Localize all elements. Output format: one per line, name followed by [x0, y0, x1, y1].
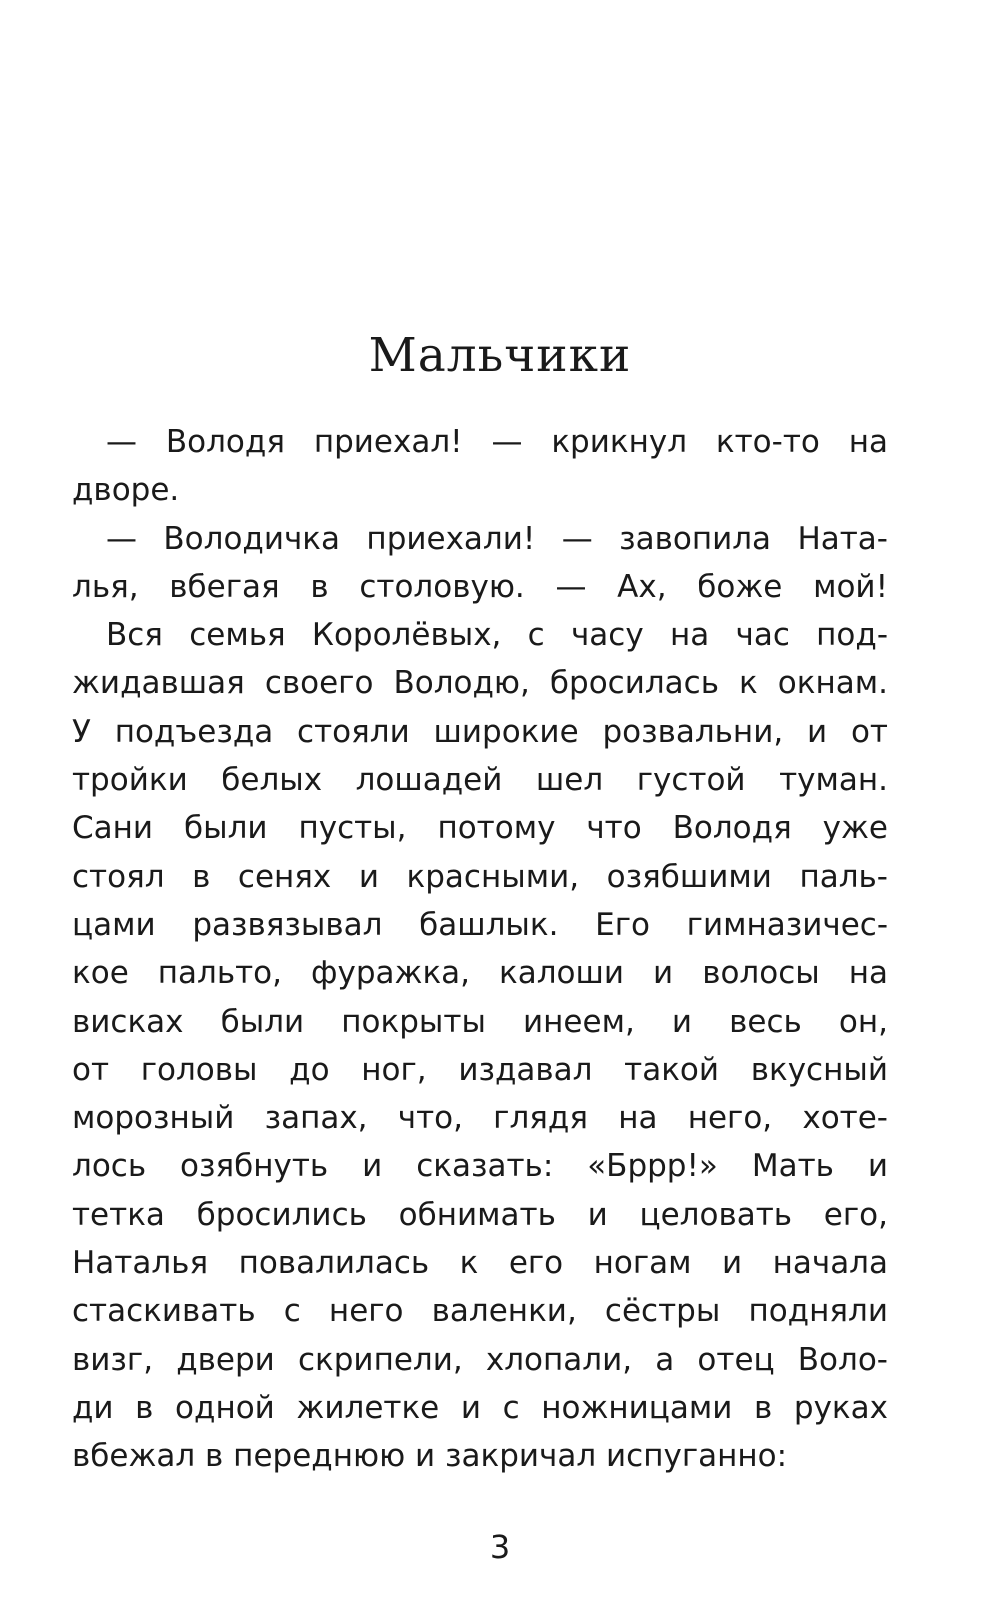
text-line: У подъезда стояли широкие розвальни, и от — [72, 713, 888, 750]
text-line: Вся семья Королёвых, с часу на час под- — [106, 617, 888, 654]
text-line: морозный запах, что, глядя на него, хоте- — [72, 1100, 888, 1137]
body-text — [72, 418, 888, 1481]
chapter-title: Мальчики — [368, 328, 632, 383]
text-line: цами развязывал башлык. Его гимназичес- — [72, 906, 888, 943]
text-line: жидавшая своего Володю, бросилась к окнам. — [72, 665, 888, 702]
text-line: Наталья повалилась к его ногам и начала — [72, 1245, 888, 1282]
text-line: дворе. — [72, 472, 180, 509]
text-line: тетка бросились обнимать и целовать его, — [72, 1196, 888, 1233]
text-line: вбежал в переднюю и закричал испуганно: — [72, 1438, 788, 1475]
text-line: стаскивать с него валенки, сёстры подняли — [72, 1293, 888, 1330]
text-line: ди в одной жилетке и с ножницами в руках — [72, 1389, 888, 1426]
text-line: — Володичка приехали! — завопила Ната- — [106, 520, 888, 557]
text-line: кое пальто, фуражка, калоши и волосы на — [72, 955, 888, 992]
page-number: 3 — [489, 1528, 511, 1566]
text-line: от головы до ног, издавал такой вкусный — [72, 1051, 888, 1088]
text-line: тройки белых лошадей шел густой туман. — [72, 762, 888, 799]
text-line: — Володя приехал! — крикнул кто-то на — [106, 424, 888, 460]
text-line: Сани были пусты, потому что Володя уже — [72, 810, 888, 847]
text-line: висках были покрыты инеем, и весь он, — [72, 1003, 888, 1040]
text-line: лья, вбегая в столовую. — Ах, боже мой! — [72, 568, 888, 605]
text-line: стоял в сенях и красными, озябшими паль- — [72, 858, 888, 895]
text-line: лось озябнуть и сказать: «Бррр!» Мать и — [72, 1148, 888, 1185]
text-line: визг, двери скрипели, хлопали, а отец Воло- — [72, 1341, 888, 1378]
